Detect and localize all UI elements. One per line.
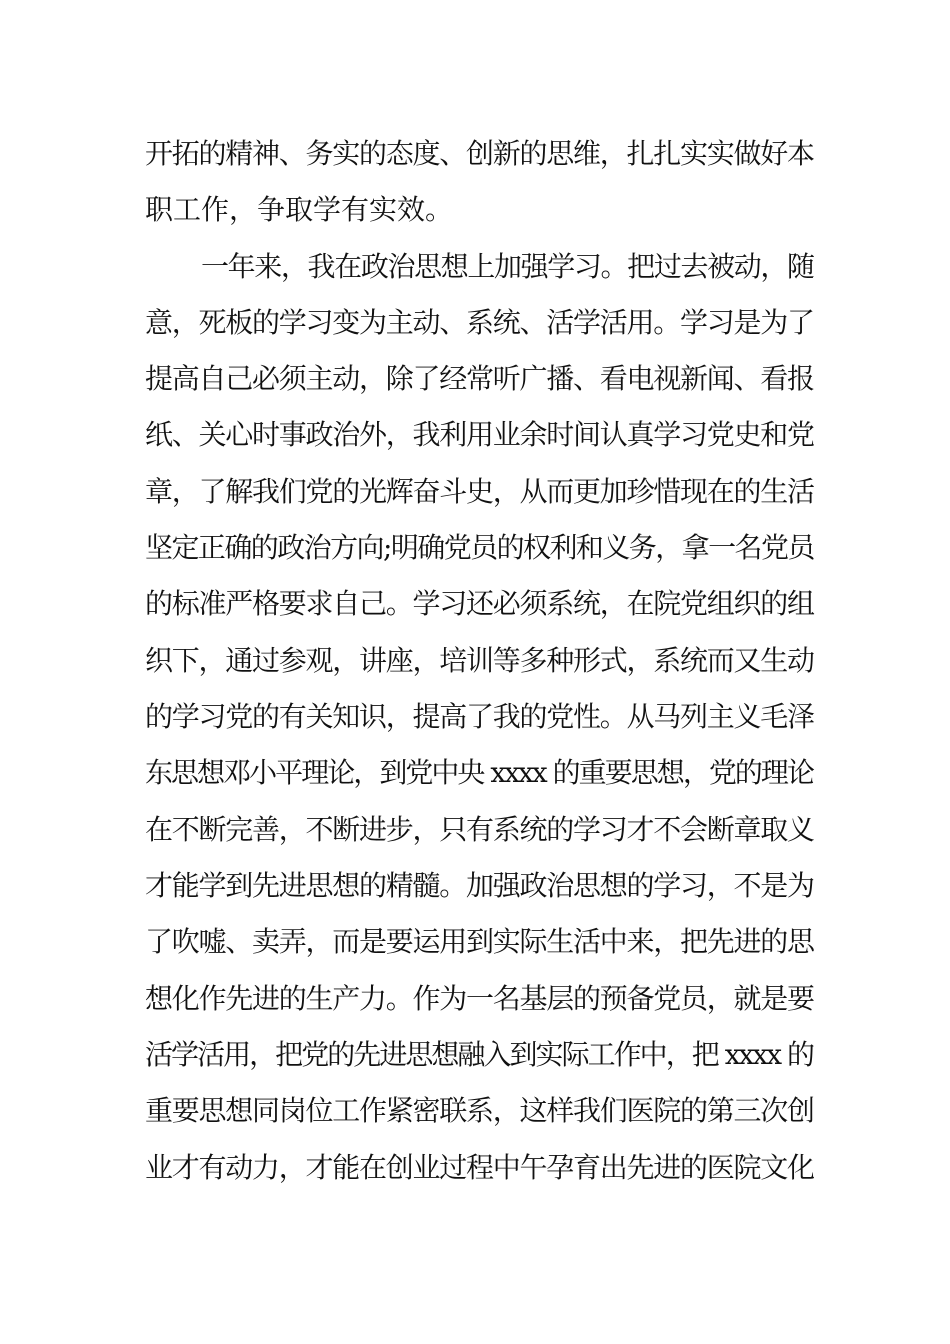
text-line: 章，了解我们党的光辉奋斗史，从而更加珍惜现在的生活 bbox=[145, 475, 814, 508]
text-line: 意，死板的学习变为主动、系统、活学活用。学习是为了 bbox=[145, 306, 814, 339]
text-line: 活学活用，把党的先进思想融入到实际工作中，把 xxxx 的 bbox=[145, 1038, 814, 1071]
text-line: 在不断完善，不断进步，只有系统的学习才不会断章取义 bbox=[145, 813, 814, 846]
text-line: 的标准严格要求自己。学习还必须系统，在院党组织的组 bbox=[145, 587, 814, 620]
text-line: 纸、关心时事政治外，我利用业余时间认真学习党史和党 bbox=[145, 418, 814, 451]
text-line: 业才有动力，才能在创业过程中午孕育出先进的医院文化 bbox=[145, 1151, 814, 1184]
paragraph-first-line: 一年来，我在政治思想上加强学习。把过去被动，随 bbox=[201, 250, 814, 283]
text-line: 了吹嘘、卖弄，而是要运用到实际生活中来，把先进的思 bbox=[145, 925, 814, 958]
text-line: 职工作，争取学有实效。 bbox=[145, 193, 454, 226]
text-line: 开拓的精神、务实的态度、创新的思维，扎扎实实做好本 bbox=[145, 137, 814, 170]
text-line: 的学习党的有关知识，提高了我的党性。从马列主义毛泽 bbox=[145, 700, 814, 733]
text-line: 织下，通过参观，讲座，培训等多种形式，系统而又生动 bbox=[145, 644, 814, 677]
text-line: 想化作先进的生产力。作为一名基层的预备党员，就是要 bbox=[145, 982, 814, 1015]
text-line: 重要思想同岗位工作紧密联系，这样我们医院的第三次创 bbox=[145, 1094, 814, 1127]
text-line: 才能学到先进思想的精髓。加强政治思想的学习，不是为 bbox=[145, 869, 814, 902]
text-line: 坚定正确的政治方向;明确党员的权利和义务，拿一名党员 bbox=[145, 531, 814, 564]
text-line: 提高自己必须主动，除了经常听广播、看电视新闻、看报 bbox=[145, 362, 814, 395]
text-line: 东思想邓小平理论，到党中央 xxxx 的重要思想，党的理论 bbox=[145, 756, 814, 789]
